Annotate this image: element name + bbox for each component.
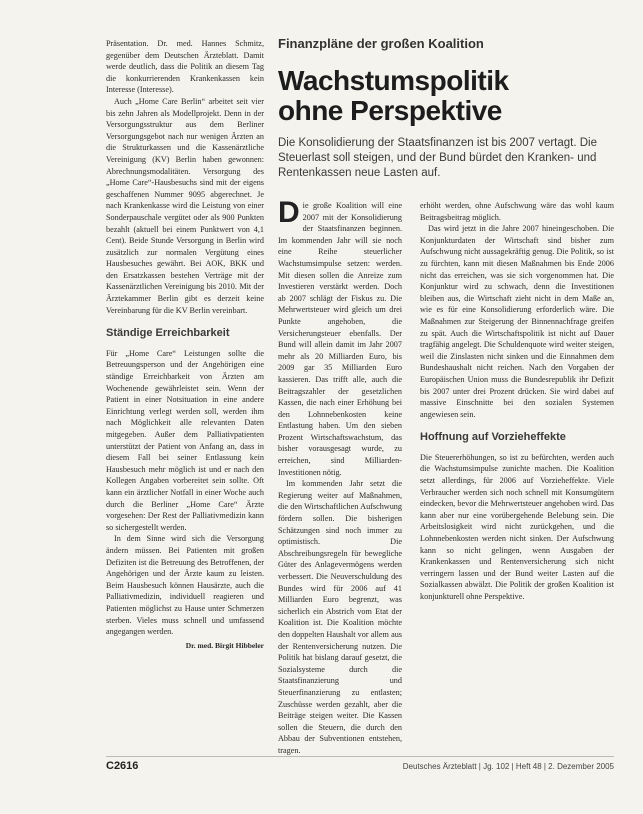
middle-column: [278, 196, 402, 757]
left-subhead: Ständige Erreichbarkeit: [106, 327, 230, 340]
mid-paragraph-1: [278, 196, 402, 478]
left-paragraph-3: Für „Home Care“ Leistungen sollte die Betreuungsperson und der Angehörigen eine ständige Erreichbarkeit von Ärzten am Wochenende gewährleistet sein. Wenn der Patient in einer Notsituation in eine andere Einrichtung verlegt werden soll, werden ihm nach Möglichkeit alle relevanten Daten mitgegeben. Außer dem Palliativpatienten unterstützt der Patient von Anfang an, dass in diesem Fall bei seiner Entlassung kein Hausbesuch mehr möglich ist und er nach den Kollegen Angaben vorbereitet sein sollte. Oft kann ein ärztlicher Notfall in einer Woche auch durch die Berliner „Home Care“ Ärzte vorgesehen: Der Rest der Palliativmedizin kann so sichergestellt werden.: [106, 348, 264, 532]
left-paragraph-2: Auch „Home Care Berlin“ arbeitet seit vier bis zehn Jahren als Modellprojekt. Denn in der Versorgungsstruktur aus dem Berliner Versorgungsgebot nach nur wenigen Ärzten an die Strukturkassen und die Kassenärztliche Vereinigung (KV) Berlin haben gewonnen: Abrechnungsmodalitäten. Versorgung des „Home Care“-Hausbesuchs sind mit der eigens geschaffenen Nummer 9095 abgerechnet. Je nach Krankenkasse wird die Leistung von einer Sonderpauschale vergütet oder als 900 Punkten bezahlt (aktuell bei einem Punktwert von 4,1 Cent). Beide Stunde Versorgung in Berlin wird zusätzlich zur normalen Vergütung eines Hausbesuches gewährt. Bei AOK, BKK und den Ersatzkassen bestehen Verträge mit der Kassenärztlichen Vereinigung bis 2010. Mit der Ärztekammer Berlin gibt es derzeit keine Vereinbarung für die KV Berlin vereinbart.: [106, 96, 264, 315]
author-signature: Dr. med. Birgit Hibbeler: [185, 640, 264, 650]
drop-cap: D: [278, 196, 300, 229]
mid-paragraph-2: Im kommenden Jahr setzt die Regierung weiter auf Maßnahmen, die den Wirtschaftlichen Aufschwung fördern sollen. Die bisherigen Schätzungen sind noch immer zu optimistisch. Die Abschreibungsregeln für bewegliche Güter des Anlagevermögens werden verbessert. Die Neuverschuldung des Bundes wird für 2006 auf 41 Milliarden Euro begrenzt, was sicherlich ein Abstrich vom Etat der Koalition ist. Die Koalition möchte den doppelten Haushalt vor allem aus der Rentenversicherung nutzen. Die Politik hat bislang darauf gesetzt, die Sozialsysteme durch die Staatsfinanzierung und Steuerfinanzierung zu entlasten; Zuschüsse werden gezahlt, aber die Beiträge steigen weiter. Die Kassen sollen die Steuern, die durch den Abbau der Subventionen entstehen, tragen.: [278, 479, 402, 755]
left-paragraph-1: Präsentation. Dr. med. Hannes Schmitz, gegenüber dem Deutschen Ärzteblatt. Damit werde deutlich, dass die Politik an diesem Tag die konkurrierenden Krankenkassen kein Interesse (Interesse).: [106, 39, 264, 95]
headline-line-2: ohne Perspektive: [278, 95, 502, 126]
left-paragraph-4: In dem Sinne wird sich die Versorgung ändern müssen. Bei Patienten mit großen Defiziten ist die Betreuung des Betroffenen, der Angehörigen und der Ärzte kaum zu leisten. Beim Hausbesuch können Hausärzte, auch die Palliativmedizin, individuell reagieren und Patienten möglichst zu Hause unter Schmerzen sterben. Vieles muss schnell und umfassend angegangen werden.: [106, 534, 264, 637]
headline-line-1: Wachstumspolitik: [278, 65, 509, 96]
right-paragraph-1: erhöht werden, ohne Aufschwung wäre das wohl kaum Beitragsbeitrag möglich.: [420, 201, 614, 222]
article-kicker: Finanzpläne der großen Koalition: [278, 36, 484, 51]
right-paragraph-2: Das wird jetzt in die Jahre 2007 hineingeschoben. Die Konjunkturdaten der Wirtschaft sind bisher zum Aufschwung nicht aussagekräftig genug. Die Politik, so ist zu fürchten, kann mit diesen Maßnahmen bis Ende 2006 nicht das erreichen, was sie sich vorgenommen hat. Die Konjunktur wird zu schwach, denn die Investitionen bleiben aus, die Wirtschaft zieht nicht in dem Maße an, wie es für eine Konsolidierung erforderlich wäre. Die Maßnahmen zur Steigerung der Binnennachfrage greifen zu spät. Auch die Wirtschaftspolitik ist nicht auf Dauer tragfähig angelegt. Die Schuldenquote wird weiter steigen, weil die Zinslasten nicht sinken und die Einnahmen dem Bundeshaushalt nicht reichen. Nach den Vorgaben der Europäischen Union muss die Bundesrepublik ihr Defizit bis 2007 unter drei Prozent drücken. Sie wird dabei auf massive Einschnitte bei den sozialen Systemen angewiesen sein.: [420, 224, 614, 419]
mid-paragraph-1-text: ie große Koalition will eine 2007 mit der Konsolidierung der Staatsfinanzen beginnen. Im kommenden Jahr will sie noch eine Reihe steuerlicher Wachstumsimpulse setzen: werden. Mit diesen sollen die Anreize zum Investieren verstärkt werden. Doch ab 2007 schlägt der Fiskus zu. Die Mehrwertsteuer wird gleich um drei Punkte angehoben, die Versicherungsteuer ebenfalls. Der Bund will allein damit im Jahr 2007 mehr als 20 Milliarden Euro, bis 2009 gar 35 Milliarden Euro kassieren. Das trifft alle, auch die Beitragszahler der gesetzlichen Kassen, die nach einer Erhöhung bei den Lohnnebenkosten keine Entlastung haben. Um den sieben Prozent Wirtschaftswachstum, das bisher vorausgesagt wurde, zu erreichen, sind Milliarden-Investitionen nötig.: [278, 201, 402, 477]
right-subhead: Hoffnung auf Vorzieheffekte: [420, 431, 566, 444]
footer-divider: [106, 756, 614, 757]
article-deck: Die Konsolidierung der Staatsfinanzen ist bis 2007 vertagt. Die Steuerlast soll steigen, und der Bund bürdet den Kranken- und Rentenkassen neue Lasten auf.: [278, 137, 597, 179]
right-paragraph-3: Die Steuererhöhungen, so ist zu befürchten, werden auch die Wachstumsimpulse zunichte machen. Die Koalition setzt allerdings, für 2006 auf Vorzieheffekte. Viele Verbraucher werden sich noch schnell mit Konsumgütern eindecken, bevor die Mehrwertsteuer angehoben wird. Das kann aber nur eine vorübergehende Belebung sein. Die Arbeitslosigkeit wird nicht zurückgehen, und die Lohnnebenkosten werden nicht sinken. Der Aufschwung kann so nicht gelingen, wenn Ausgaben der Krankenkassen und Rentenversicherung sich nicht verringern lassen und der Bund weiter Lasten auf die Sozialkassen abwälzt. Die Politik der großen Koalition ist konjunkturell ohne Perspektive.: [420, 452, 614, 601]
page-number: C2616: [106, 760, 139, 772]
right-column: [420, 200, 614, 603]
left-column: [106, 38, 264, 651]
journal-citation: Deutsches Ärzteblatt | Jg. 102 | Heft 48 | 2. Dezember 2005: [402, 762, 614, 771]
article-headline: [278, 66, 618, 126]
